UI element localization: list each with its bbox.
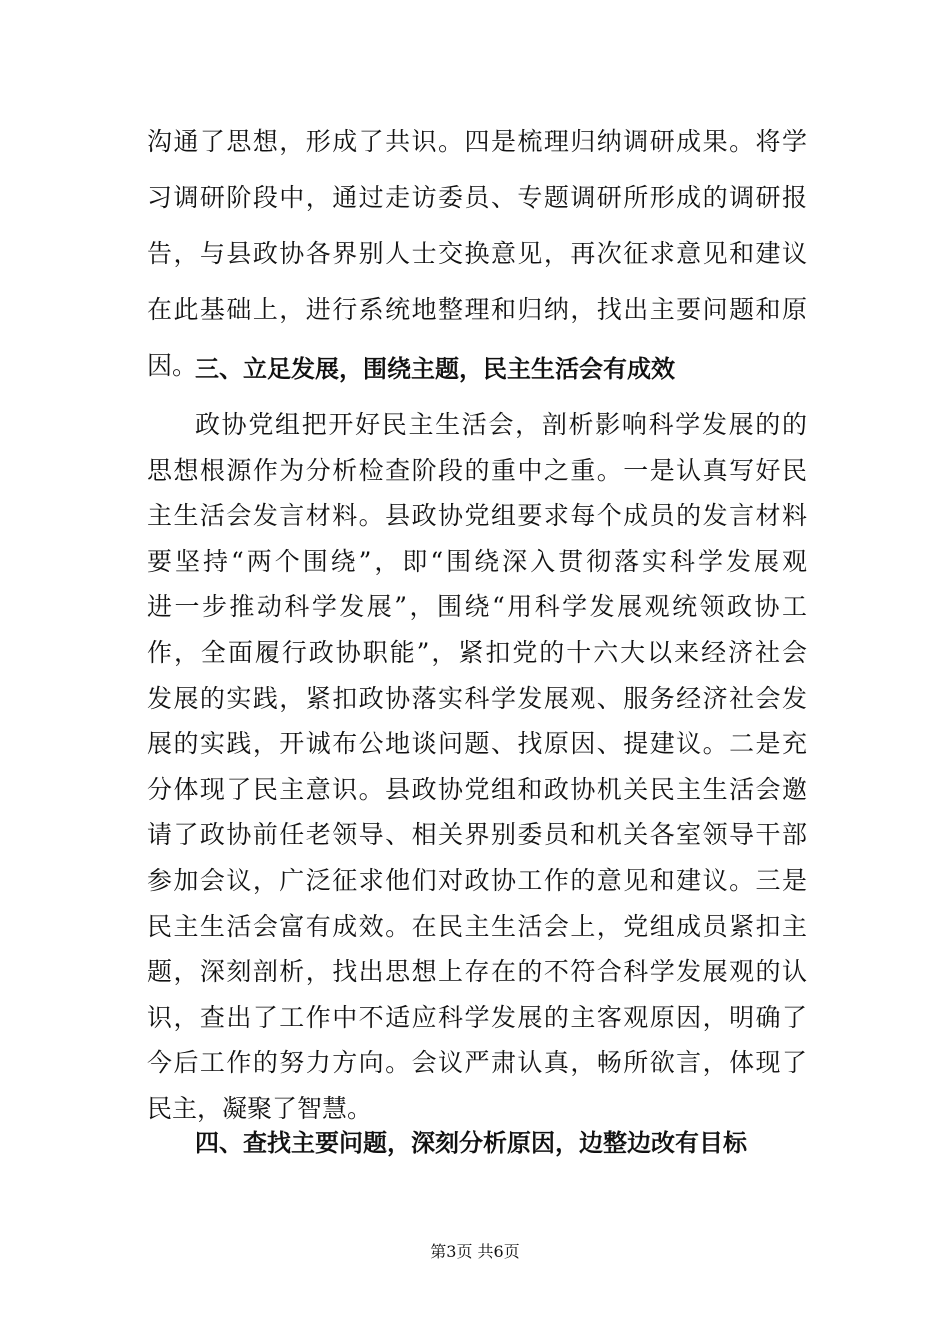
paragraph-line: 政协党组把开好民主生活会，剖析影响科学发展的的 — [195, 410, 807, 439]
page-footer: 第3页 共6页 — [430, 1242, 520, 1261]
paragraph-line: 作，全面履行政协职能”，紧扣党的十六大以来经济社会 — [147, 638, 807, 667]
section-heading: 三、立足发展，围绕主题，民主生活会有成效 — [195, 355, 675, 383]
paragraph-line: 民主，凝聚了智慧。 — [147, 1094, 373, 1123]
paragraph-line: 思想根源作为分析检查阶段的重中之重。一是认真写好民 — [147, 456, 807, 485]
paragraph-line: 展的实践，开诚布公地谈问题、找原因、提建议。二是充 — [147, 729, 807, 758]
paragraph-line: 民主生活会富有成效。在民主生活会上，党组成员紧扣主 — [147, 912, 807, 941]
paragraph-line: 在此基础上，进行系统地整理和归纳，找出主要问题和原 — [147, 295, 807, 324]
paragraph-line: 告，与县政协各界别人士交换意见，再次征求意见和建议 — [147, 239, 807, 268]
paragraph-line: 沟通了思想，形成了共识。四是梳理归纳调研成果。将学 — [147, 127, 807, 156]
section-heading: 四、查找主要问题，深刻分析原因，边整边改有目标 — [195, 1129, 747, 1157]
paragraph-line: 识，查出了工作中不适应科学发展的主客观原因，明确了 — [147, 1003, 807, 1032]
paragraph-line: 请了政协前任老领导、相关界别委员和机关各室领导干部 — [147, 820, 807, 849]
paragraph-line: 因。 — [147, 351, 198, 380]
paragraph-line: 主生活会发言材料。县政协党组要求每个成员的发言材料 — [147, 501, 807, 530]
paragraph-line: 要坚持“两个围绕”，即“围绕深入贯彻落实科学发展观 — [147, 547, 807, 576]
paragraph-line: 参加会议，广泛征求他们对政协工作的意见和建议。三是 — [147, 866, 807, 895]
paragraph-line: 题，深刻剖析，找出思想上存在的不符合科学发展观的认 — [147, 957, 807, 986]
paragraph-line: 发展的实践，紧扣政协落实科学发展观、服务经济社会发 — [147, 684, 807, 713]
paragraph-line: 分体现了民主意识。县政协党组和政协机关民主生活会邀 — [147, 775, 807, 804]
paragraph-line: 进一步推动科学发展”，围绕“用科学发展观统领政协工 — [147, 592, 807, 621]
paragraph-line: 今后工作的努力方向。会议严肃认真，畅所欲言，体现了 — [147, 1048, 807, 1077]
paragraph-line: 习调研阶段中，通过走访委员、专题调研所形成的调研报 — [147, 183, 807, 212]
